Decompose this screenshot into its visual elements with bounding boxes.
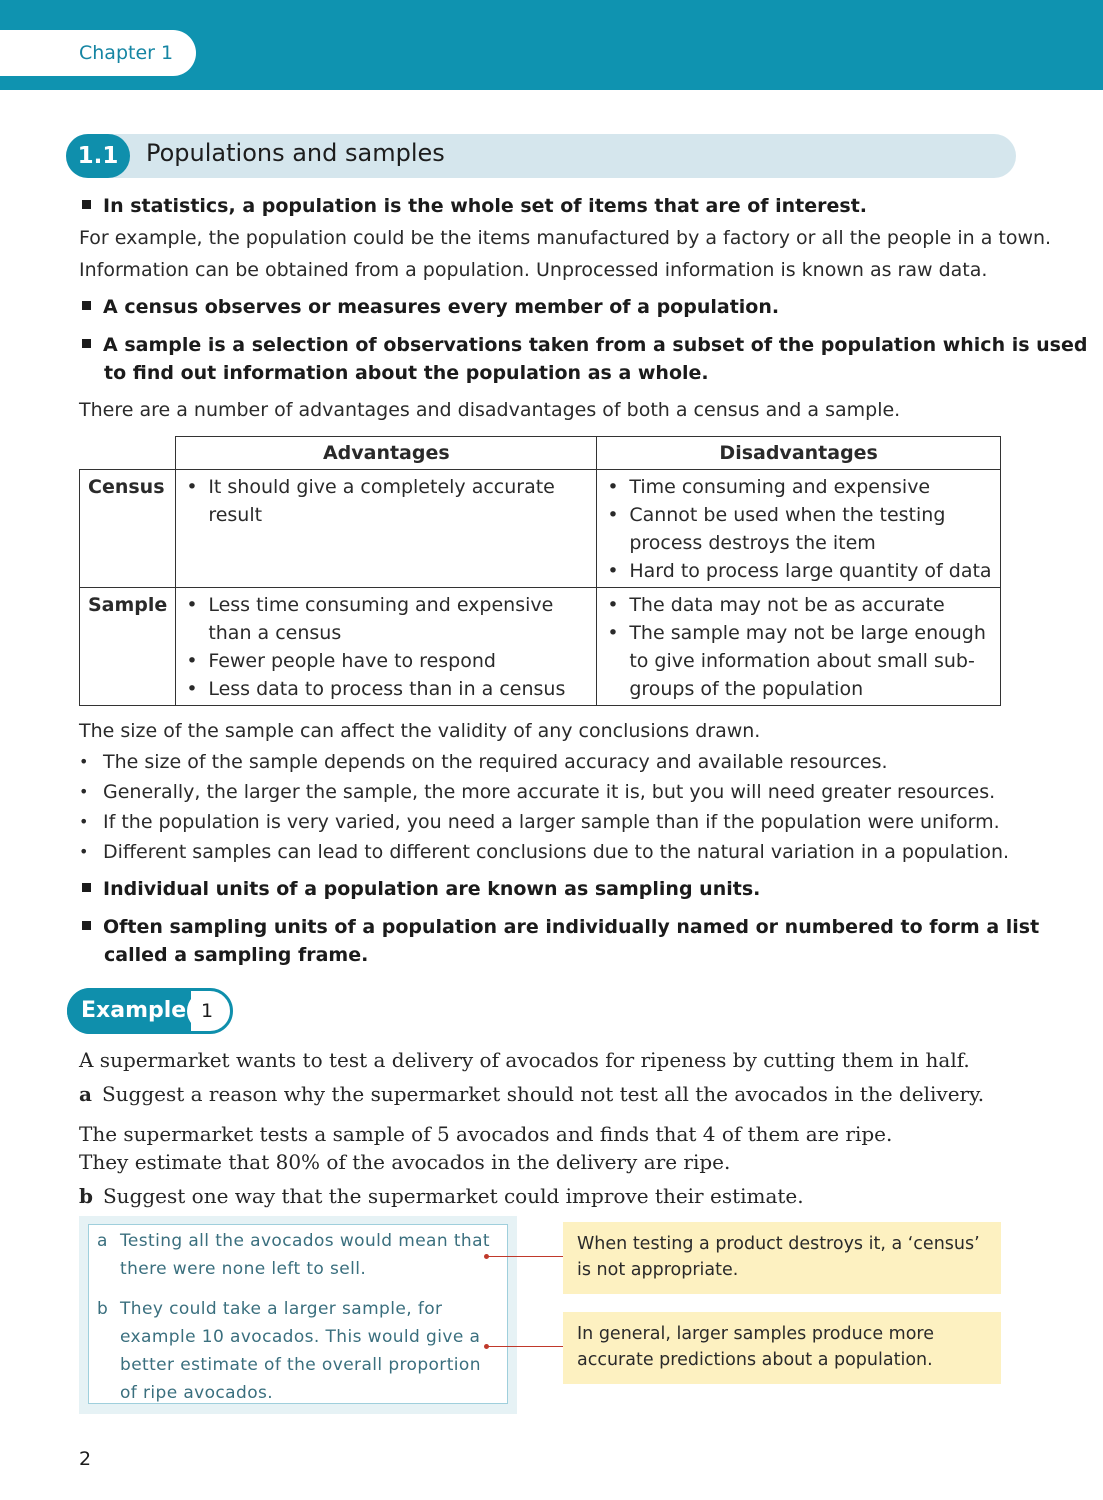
sample-size-list	[79, 747, 1009, 867]
list-item: • The size of the sample depends on the required accuracy and available resources.	[79, 747, 1009, 777]
question-b	[79, 1182, 804, 1210]
example-text: The supermarket tests a sample of 5 avocados and finds that 4 of them are ripe.	[79, 1122, 893, 1146]
question-text: Suggest a reason why the supermarket should not test all the avocados in the delivery.	[101, 1082, 985, 1106]
hint-note: In general, larger samples produce more accurate predictions about a population.	[563, 1312, 1001, 1384]
list-item: • It should give a completely accurate result	[184, 473, 588, 529]
connector-line	[488, 1256, 563, 1257]
connector-line	[488, 1346, 563, 1347]
question-label: a	[79, 1082, 92, 1106]
advantages-cell	[176, 588, 597, 706]
list-item: • The data may not be as accurate	[605, 591, 992, 619]
solution-text: They could take a larger sample, for example 10 avocados. This would give a better estimate of the overall proportion of ripe avocados.	[120, 1299, 481, 1403]
disadvantages-cell	[597, 470, 1001, 588]
key-point: Often sampling units of a population are individually named or numbered to form a list	[82, 913, 1039, 941]
advantages-cell	[176, 470, 597, 588]
list-item: • Cannot be used when the testing process destroys the item	[605, 501, 992, 557]
list-item: • Less data to process than in a census	[184, 675, 588, 703]
table-row	[80, 588, 1001, 706]
list-item: • Generally, the larger the sample, the more accurate it is, but you will need greater resources.	[79, 777, 1009, 807]
table-row	[80, 470, 1001, 588]
key-point: A census observes or measures every member of a population.	[82, 293, 779, 321]
question-text: Suggest one way that the supermarket could improve their estimate.	[102, 1184, 804, 1208]
row-label: Census	[80, 470, 176, 588]
key-point: Individual units of a population are known as sampling units.	[82, 875, 760, 903]
list-item: • The sample may not be large enough to give information about small sub-groups of the population	[605, 619, 992, 703]
example-intro: A supermarket wants to test a delivery of avocados for ripeness by cutting them in half.	[79, 1048, 970, 1072]
table-corner	[80, 437, 176, 470]
section-number: 1.1	[66, 134, 130, 178]
key-point: A sample is a selection of observations taken from a subset of the population which is used	[82, 331, 1087, 359]
page-number: 2	[79, 1448, 92, 1470]
paragraph: For example, the population could be the items manufactured by a factory or all the people in a town.	[79, 227, 1052, 249]
paragraph: Information can be obtained from a population. Unprocessed information is known as raw data.	[79, 259, 988, 281]
key-point-continued: called a sampling frame.	[104, 944, 369, 966]
list-item: • Hard to process large quantity of data	[605, 557, 992, 585]
solution-text: Testing all the avocados would mean that there were none left to sell.	[120, 1231, 490, 1279]
table-header-disadvantages: Disadvantages	[597, 437, 1001, 470]
example-label: Example	[67, 988, 191, 1034]
advantages-table	[79, 436, 1001, 706]
key-point-continued: to find out information about the population as a whole.	[104, 362, 709, 384]
list-item: • Time consuming and expensive	[605, 473, 992, 501]
question-a	[79, 1080, 984, 1108]
example-number: 1	[187, 991, 227, 1031]
chapter-tab	[0, 30, 196, 76]
disadvantages-cell	[597, 588, 1001, 706]
hint-note: When testing a product destroys it, a ‘census’ is not appropriate.	[563, 1222, 1001, 1294]
list-item: • If the population is very varied, you need a larger sample than if the population were uniform.	[79, 807, 1009, 837]
key-point: In statistics, a population is the whole set of items that are of interest.	[82, 192, 867, 220]
solution-label: a	[97, 1231, 108, 1251]
section-title: Populations and samples	[146, 139, 445, 167]
chapter-label: Chapter 1	[79, 42, 174, 64]
example-text: They estimate that 80% of the avocados in the delivery are ripe.	[79, 1150, 731, 1174]
list-item: • Less time consuming and expensive than a census	[184, 591, 588, 647]
row-label: Sample	[80, 588, 176, 706]
list-item: • Fewer people have to respond	[184, 647, 588, 675]
question-label: b	[79, 1184, 93, 1208]
solution-label: b	[97, 1299, 109, 1319]
list-item: • Different samples can lead to different conclusions due to the natural variation in a population.	[79, 837, 1009, 867]
paragraph: There are a number of advantages and disadvantages of both a census and a sample.	[79, 399, 901, 421]
table-header-advantages: Advantages	[176, 437, 597, 470]
paragraph: The size of the sample can affect the validity of any conclusions drawn.	[79, 720, 761, 742]
